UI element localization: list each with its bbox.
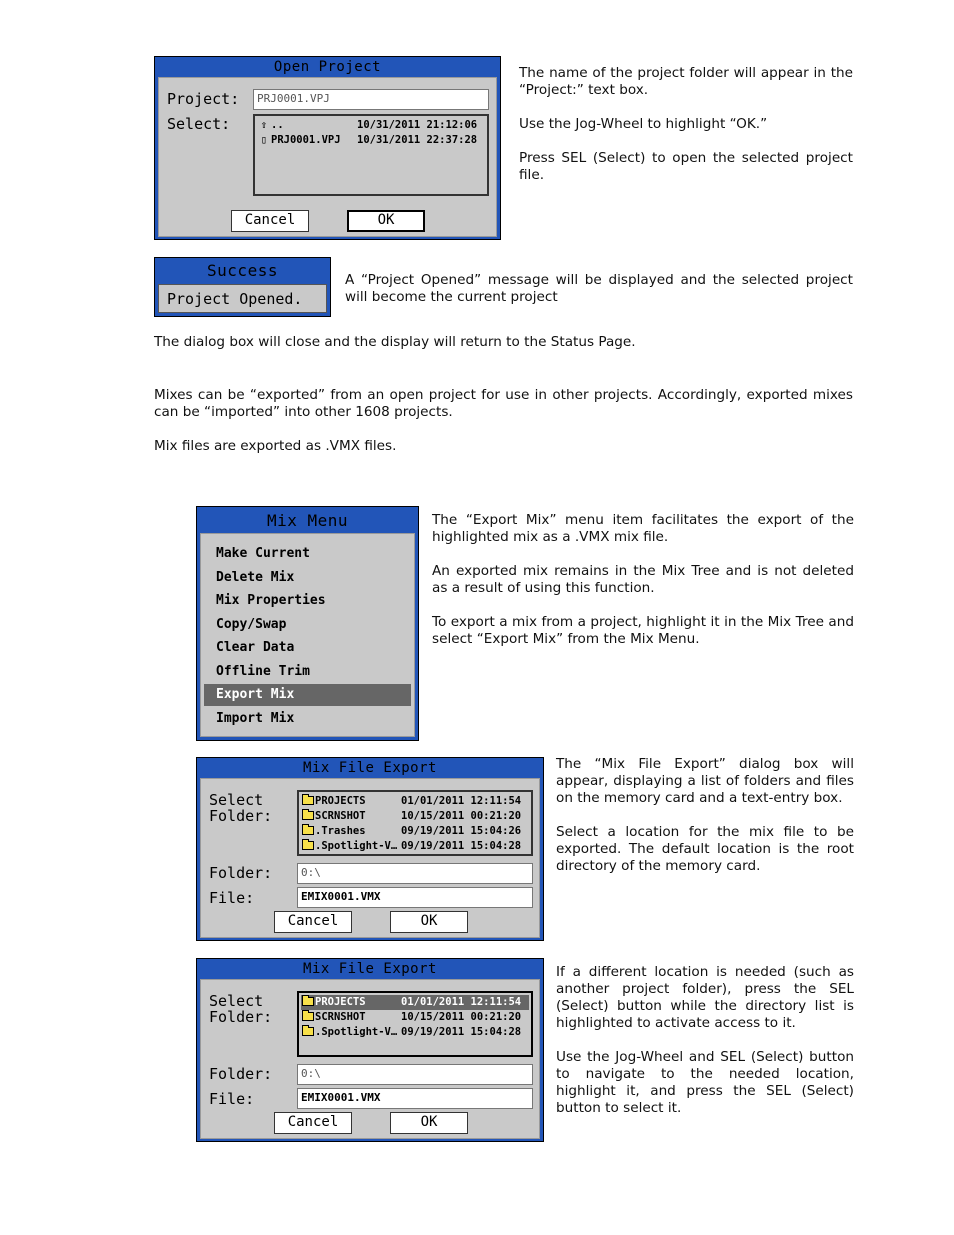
- paragraph: Press SEL (Select) to open the selected project file.: [519, 150, 853, 183]
- success-message: Project Opened.: [167, 290, 303, 308]
- dialog-body: [158, 284, 327, 313]
- up-folder-icon: ⇧: [260, 119, 268, 131]
- project-field[interactable]: PRJ0001.VPJ: [253, 89, 489, 110]
- folder-label: Folder:: [209, 864, 273, 882]
- mix-menu-description: [432, 512, 854, 648]
- success-description: [345, 272, 853, 306]
- paragraph: Mixes can be “exported” from an open project for use in other projects. Accordingly, exported mixes can be “imported” into other 1608 projects.: [154, 387, 853, 420]
- folder-label: Folder:: [209, 1065, 273, 1083]
- list-item[interactable]: SCRNSHOT 10/15/2011 00:21:20: [301, 1010, 529, 1025]
- select-folder-label: Select Folder:: [209, 992, 273, 1026]
- folder-list[interactable]: [297, 790, 533, 856]
- menu-item-offline-trim[interactable]: Offline Trim: [216, 664, 310, 679]
- folder-icon: [302, 826, 314, 835]
- dialog-title: Mix Menu: [266, 511, 349, 530]
- list-item[interactable]: .Spotlight-V… 09/19/2011 15:04:28: [301, 839, 529, 854]
- file-name-field[interactable]: EMIX0001.VMX: [297, 1088, 533, 1109]
- menu-item-make-current[interactable]: Make Current: [216, 546, 310, 561]
- menu-item-clear-data[interactable]: Clear Data: [216, 640, 295, 655]
- list-item[interactable]: PROJECTS 01/01/2011 12:11:54: [301, 794, 529, 809]
- open-project-description: [519, 65, 853, 184]
- dialog-title: Success: [207, 261, 278, 280]
- list-item[interactable]: ▯ PRJ0001.VPJ 10/31/2011 22:37:28: [257, 133, 485, 148]
- list-item[interactable]: PROJECTS 01/01/2011 12:11:54: [301, 995, 529, 1010]
- menu-item-copy-swap[interactable]: Copy/Swap: [216, 617, 287, 632]
- paragraph: Use the Jog-Wheel to highlight “OK.”: [519, 116, 768, 132]
- menu-item-delete-mix[interactable]: Delete Mix: [216, 570, 295, 585]
- success-dialog: [154, 257, 331, 317]
- paragraph: Select a location for the mix file to be exported. The default location is the root directory of the memory card.: [556, 824, 854, 874]
- mix-file-export-dialog-highlighted: [196, 958, 544, 1142]
- paragraph: Use the Jog-Wheel and SEL (Select) button to navigate to the needed location, highlight it, and press the SEL (Select) button to select it.: [556, 1049, 854, 1116]
- menu-body: [200, 533, 415, 737]
- dialog-body: [200, 778, 540, 938]
- paragraph: The “Mix File Export” dialog box will appear, displaying a list of folders and files on the memory card and a text-entry box.: [556, 756, 854, 806]
- list-item[interactable]: .Spotlight-V… 09/19/2011 15:04:28: [301, 1025, 529, 1040]
- file-icon: ▯: [260, 134, 268, 146]
- dialog-body: [200, 979, 540, 1139]
- menu-item-import-mix[interactable]: Import Mix: [216, 711, 295, 726]
- cancel-button[interactable]: Cancel: [274, 1112, 352, 1134]
- folder-field[interactable]: 0:\: [297, 1064, 533, 1085]
- paragraph: An exported mix remains in the Mix Tree and is not deleted as a result of using this function.: [432, 563, 854, 596]
- open-project-dialog: [154, 56, 501, 240]
- menu-item-mix-properties[interactable]: Mix Properties: [216, 593, 326, 608]
- file-list[interactable]: [253, 114, 489, 196]
- mix-menu-dialog: [196, 506, 419, 741]
- file-label: File:: [209, 1090, 255, 1108]
- menu-item-export-mix[interactable]: Export Mix: [204, 684, 411, 706]
- paragraph: A “Project Opened” message will be displayed and the selected project will become the current project: [345, 272, 853, 305]
- status-return-text: [154, 334, 854, 351]
- ok-button[interactable]: OK: [390, 911, 468, 933]
- folder-icon: [302, 1027, 314, 1036]
- paragraph: The “Export Mix” menu item facilitates the export of the highlighted mix as a .VMX mix file.: [432, 512, 854, 545]
- mix-file-export-dialog: [196, 757, 544, 941]
- paragraph: To export a mix from a project, highlight it in the Mix Tree and select “Export Mix” from the Mix Menu.: [432, 614, 854, 647]
- dialog-title: Mix File Export: [303, 961, 437, 977]
- ok-button[interactable]: OK: [390, 1112, 468, 1134]
- folder-list[interactable]: [297, 991, 533, 1057]
- navigate-description: [556, 964, 854, 1117]
- cancel-button[interactable]: Cancel: [231, 210, 309, 232]
- paragraph: Mix files are exported as .VMX files.: [154, 438, 397, 454]
- select-label: Select:: [167, 115, 231, 133]
- export-intro-text: [154, 387, 853, 455]
- dialog-title: Open Project: [273, 59, 382, 75]
- ok-button[interactable]: OK: [347, 210, 425, 232]
- select-folder-label: Select Folder:: [209, 791, 273, 825]
- paragraph: The dialog box will close and the display will return to the Status Page.: [154, 334, 636, 350]
- file-name-field[interactable]: EMIX0001.VMX: [297, 887, 533, 908]
- export-dialog-description: [556, 756, 854, 875]
- dialog-title: Mix File Export: [303, 760, 437, 776]
- folder-field[interactable]: 0:\: [297, 863, 533, 884]
- folder-icon: [302, 811, 314, 820]
- list-item[interactable]: SCRNSHOT 10/15/2011 00:21:20: [301, 809, 529, 824]
- paragraph: The name of the project folder will appear in the “Project:” text box.: [519, 65, 853, 98]
- list-item[interactable]: ⇧ .. 10/31/2011 21:12:06: [257, 118, 485, 133]
- folder-icon: [302, 997, 314, 1006]
- project-label: Project:: [167, 90, 240, 108]
- cancel-button[interactable]: Cancel: [274, 911, 352, 933]
- folder-icon: [302, 796, 314, 805]
- list-item[interactable]: .Trashes 09/19/2011 15:04:26: [301, 824, 529, 839]
- dialog-body: [158, 77, 497, 237]
- paragraph: If a different location is needed (such as another project folder), press the SEL (Select) button while the directory list is highlighted to activate access to it.: [556, 964, 854, 1031]
- folder-icon: [302, 1012, 314, 1021]
- file-label: File:: [209, 889, 255, 907]
- folder-icon: [302, 841, 314, 850]
